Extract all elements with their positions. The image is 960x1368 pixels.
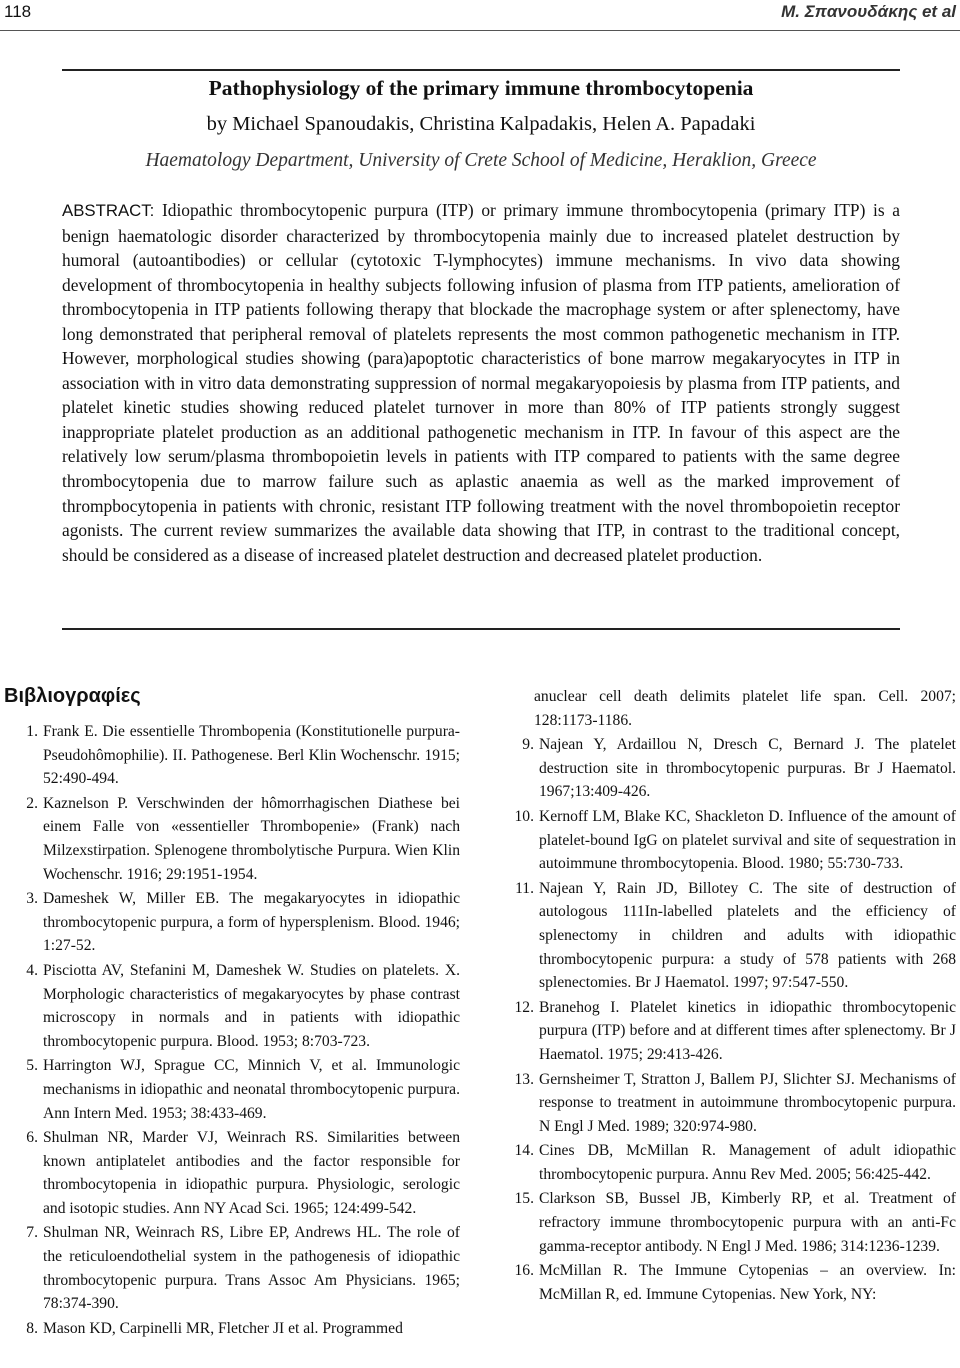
reference-item xyxy=(502,805,956,876)
reference-number: 9. xyxy=(522,736,534,754)
reference-number: 14. xyxy=(514,1142,534,1160)
abstract-label: ABSTRACT: xyxy=(62,201,155,220)
reference-number: 1. xyxy=(26,723,38,740)
reference-number: 10. xyxy=(514,807,534,825)
abstract xyxy=(62,198,900,567)
references-left-column xyxy=(6,720,460,1341)
top-rule xyxy=(62,69,900,71)
reference-text: Shulman NR, Weinrach RS, Libre EP, Andrews HL. The role of the reticuloendothelial system in the pathogenesis of idiopathic thrombocytopenic purpura. Trans Assoc Am Physicians. 1965; 78:374-390. xyxy=(43,1224,460,1313)
reference-text: Harrington WJ, Sprague CC, Minnich V, et al. Immunologic mechanisms in idiopathic and neonatal thrombocytopenic purpura. Ann Intern Med. 1953; 38:433-469. xyxy=(43,1057,460,1122)
bibliography-heading: Βιβλιογραφίες xyxy=(4,685,141,707)
reference-text: Cines DB, McMillan R. Management of adult idiopathic thrombocytopenic purpura. Annu Rev Med. 2005; 56:425-442. xyxy=(539,1142,956,1183)
reference-text: Kaznelson P. Verschwinden der hômorrhagischen Diathese bei einem Falle von «essentieller Thrombopenie» (Frank) nach Milzexstirpation. Splenogene thrombolytische Purpura. Wien Klin Wochenschr. 1916; 29:1951-1954. xyxy=(43,794,460,883)
page-number: 118 xyxy=(4,2,32,21)
reference-text: Kernoff LM, Blake KC, Shackleton D. Influence of the amount of platelet-bound IgG on platelet survival and site of sequestration in autoimmune thrombocytopenia. Blood. 1980; 55:730-733. xyxy=(539,807,956,873)
reference-number: 11. xyxy=(515,879,534,897)
reference-number: 2. xyxy=(26,794,38,812)
reference-item xyxy=(6,1054,460,1125)
reference-text: Pisciotta AV, Stefanini M, Dameshek W. Studies on platelets. X. Morphologic characteristics of megakaryocytes by phase contrast microscopy in normals and in patients with idiopathic thrombocytopenic purpura. Blood. 1953; 8:703-723. xyxy=(43,961,460,1050)
bottom-rule xyxy=(62,628,900,630)
reference-text: Branehog I. Platelet kinetics in idiopathic thrombocytopenic purpura (ITP) before and at different times after splenectomy. Br J Haematol. 1975; 29:413-426. xyxy=(539,998,956,1063)
abstract-text: Idiopathic thrombocytopenic purpura (ITP) or primary immune thrombocytopenia (primary ITP) is a benign haematologic disorder characterized by thrombocytopenia mainly due to increased platelet destruction by humoral (autoantibodies) or cellular (cytotoxic T-lymphocytes) immune mechanisms. In vivo data showing development of thrombocytopenia in healthy subjects following infusion of plasma from ITP patients, amelioration of thrombocytopenia in ITP patients following therapy that blockade the macrophage system or after splenectomy, have long demonstrated that peripheral removal of platelets represents the most common pathogenetic mechanism in ITP. However, morphological studies showing (para)apoptotic characteristics of bone marrow megakaryocytes in ITP in association with in vitro data demonstrating suppression of normal megakaryopoiesis by plasma from ITP patients, and platelet kinetic studies showing reduced platelet turnover in more than 80% of ITP patients strongly suggest inappropriate platelet production as an additional pathogenetic mechanism in ITP. In favour of this aspect are the relatively low serum/plasma thrombopoietin levels in patients with ITP compared to patients with the same degree thrombocytopenia due to marrow failure such as aplastic anaemia as well as the marked improvement of thrompbocytopenia in patients with chronic, resistant ITP following treatment with the novel thrombopoietin receptor agonists. The current review summarizes the available data showing that ITP, in contrast to the traditional concept, should be considered as a disease of increased platelet destruction and decreased platelet production. xyxy=(62,200,900,565)
reference-number: 7. xyxy=(26,1224,38,1242)
reference-number: 3. xyxy=(26,890,38,908)
reference-number: 12. xyxy=(514,998,534,1016)
article-authors: by Michael Spanoudakis, Christina Kalpadakis, Helen A. Papadaki xyxy=(206,113,756,135)
reference-item xyxy=(6,792,460,886)
reference-item xyxy=(6,1221,460,1315)
reference-number: 16. xyxy=(514,1262,534,1280)
reference-text: McMillan R. The Immune Cytopenias – an overview. In: McMillan R, ed. Immune Cytopenias. New York, NY: xyxy=(539,1262,956,1303)
reference-text: Najean Y, Ardaillou N, Dresch C, Bernard J. The platelet destruction site in thrombocytopenic purpuras. Br J Haematol. 1967;13:409-426. xyxy=(539,736,956,801)
article-affiliation: Haematology Department, University of Crete School of Medicine, Heraklion, Greece xyxy=(145,150,817,171)
article-title: Pathophysiology of the primary immune thrombocytopenia xyxy=(208,76,754,100)
reference-item xyxy=(502,1259,956,1306)
reference-text: Gernsheimer T, Stratton J, Ballem PJ, Slichter SJ. Mechanisms of response to treatment in autoimmune thrombocytopenic purpura. N Engl J Med. 1989; 320:974-980. xyxy=(539,1070,956,1135)
reference-text: Shulman NR, Marder VJ, Weinrach RS. Similarities between known antiplatelet antibodies and the factor responsible for thrombocytopenia in idiopathic purpura. Physiologic, serologic and isotopic studies. Ann NY Acad Sci. 1965; 124:499-542. xyxy=(43,1129,460,1217)
reference-item xyxy=(6,1317,460,1341)
reference-item xyxy=(502,877,956,995)
reference-number: 15. xyxy=(514,1190,534,1208)
running-head: M. Σπανουδάκης et al xyxy=(781,2,956,21)
reference-item xyxy=(6,959,460,1053)
reference-number: 5. xyxy=(26,1057,38,1075)
reference-text: Frank E. Die essentielle Thrombopenia (Konstitutionelle purpura-Pseudohômophilie). II. Pathogenese. Berl Klin Wochenschr. 1915; 52:490-494. xyxy=(43,723,460,788)
reference-text: Mason KD, Carpinelli MR, Fletcher JI et al. Programmed xyxy=(43,1319,403,1337)
reference-continuation: anuclear cell death delimits platelet life span. Cell. 2007; 128:1173-1186. xyxy=(534,688,956,729)
reference-item xyxy=(502,1068,956,1139)
reference-text: Najean Y, Rain JD, Billotey C. The site of destruction of autologous 111In-labelled platelets and the efficiency of splenectomy in children and adults with idiopathic thrombocytopenic purpura: a study of 578 patients with 268 splenectomies. Br J Haematol. 1997; 97:547-550. xyxy=(539,879,956,992)
reference-text: Clarkson SB, Bussel JB, Kimberly RP, et al. Treatment of refractory immune thrombocytopenic purpura with an anti-Fc gamma-receptor antibody. N Engl J Med. 1986; 314:1236-1239. xyxy=(539,1190,956,1255)
reference-item xyxy=(502,1187,956,1258)
reference-number: 4. xyxy=(26,961,38,979)
reference-item xyxy=(6,1126,460,1220)
reference-number: 8. xyxy=(26,1319,38,1337)
reference-item xyxy=(6,720,460,791)
reference-text: Dameshek W, Miller EB. The megakaryocytes in idiopathic thrombocytopenic purpura, a form of hypersplenism. Blood. 1946; 1:27-52. xyxy=(43,890,460,955)
reference-item xyxy=(502,1139,956,1186)
reference-item xyxy=(502,996,956,1067)
reference-number: 13. xyxy=(514,1070,534,1088)
page-header xyxy=(0,0,960,31)
reference-number: 6. xyxy=(26,1129,38,1147)
reference-item xyxy=(502,733,956,804)
reference-item xyxy=(6,887,460,958)
references-right-column xyxy=(502,685,956,1307)
